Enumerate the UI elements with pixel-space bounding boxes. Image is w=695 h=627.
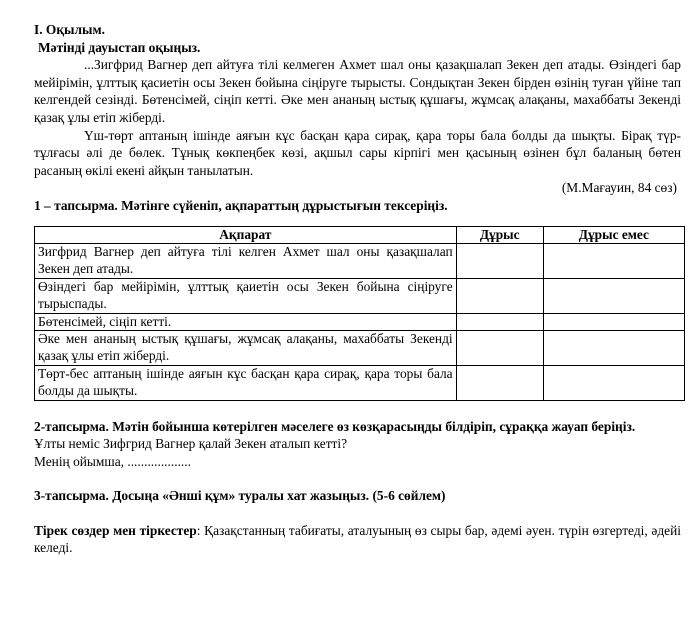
false-answer-cell[interactable] bbox=[543, 365, 684, 400]
header-info: Ақпарат bbox=[35, 226, 457, 244]
statement-cell: Өзіндегі бар мейірімін, ұлттық қаиетін осы Зекен бойына сіңіруге тырыспады. bbox=[35, 278, 457, 313]
true-false-table bbox=[34, 226, 685, 401]
table-row bbox=[35, 331, 685, 366]
true-answer-cell[interactable] bbox=[456, 365, 543, 400]
text-paragraph-2: Үш-төрт аптаның ішінде аяғын кұс басқан қара сирақ, қара торы бала болды да шықты. Бірақ түр-тұлғасы әлі де бөлек. Тұнық көкпеңбек көзі, ақшыл сары кірпігі мен қасының өзінен бұл баланың бөтен расаның өкілі екені айқын танылатын. bbox=[34, 127, 681, 178]
false-answer-cell[interactable] bbox=[543, 313, 684, 331]
table-row bbox=[35, 365, 685, 400]
table-header-row bbox=[35, 226, 685, 244]
true-answer-cell[interactable] bbox=[456, 331, 543, 366]
section-title: I. Оқылым. bbox=[34, 22, 105, 37]
keywords-line bbox=[34, 522, 681, 557]
task2-title: 2-тапсырма. Мәтін бойынша көтерілген мәселеге өз көзқарасыңды білдіріп, сұраққа жауап беріңіз. bbox=[34, 418, 636, 434]
statement-cell: Бөтенсімей, сіңіп кетті. bbox=[35, 313, 457, 331]
task1-title: 1 – тапсырма. Мәтінге сүйеніп, ақпараттың дұрыстығын тексеріңіз. bbox=[34, 197, 448, 213]
statement-cell: Зигфрид Вагнер деп айтуға тілі келген Ахмет шал оны қазақшалап Зекен деп атады. bbox=[35, 244, 457, 279]
task3-title: 3-тапсырма. Досыңа «Әнші құм» туралы хат жазыңыз. (5-6 сөйлем) bbox=[34, 488, 446, 504]
task2-answer-prompt[interactable]: Менің ойымша, ................... bbox=[34, 453, 191, 469]
false-answer-cell[interactable] bbox=[543, 244, 684, 279]
keywords-label: Тірек сөздер мен тіркестер bbox=[34, 522, 197, 538]
false-answer-cell[interactable] bbox=[543, 278, 684, 313]
statement-cell: Төрт-бес аптаның ішінде аяғын кұс басқан қара сирақ, қара торы бала болды да шықты. bbox=[35, 365, 457, 400]
task2-question: Ұлты неміс Зифгрид Вагнер қалай Зекен аталып кетті? bbox=[34, 436, 348, 452]
false-answer-cell[interactable] bbox=[543, 331, 684, 366]
text-source: (М.Мағауин, 84 сөз) bbox=[561, 180, 677, 196]
table-row bbox=[35, 244, 685, 279]
keywords-text: : Қазақстанның табиғаты, аталуының өз сыры бар, әдемі әуен. түрін өзгертеді, әдейі келеді. bbox=[34, 522, 681, 556]
reading-instruction: Мәтінді дауыстап оқыңыз. bbox=[38, 39, 201, 55]
header-true: Дұрыс bbox=[456, 226, 543, 244]
true-answer-cell[interactable] bbox=[456, 278, 543, 313]
text-paragraph-1: ...Зигфрид Вагнер деп айтуға тілі келмеген Ахмет шал оны қазақшалап Зекен деп атады. Өзіндегі бар мейірімін, ұлттық қасиетін осы Зекен бойына сіңіруге тырысты. Сондықтан Зекен бірден өзінің туған үйіне тап келгендей сезінді. Бөтенсімей, сіңіп кетті. Әке мен ананың ыстық құшағы, жұмсақ алақаны, махаббаты Зекенді қазақ ұлы етіп жіберді. bbox=[34, 57, 681, 125]
table-row bbox=[35, 278, 685, 313]
statement-cell: Әке мен ананың ыстық құшағы, жұмсақ алақаны, махаббаты Зекенді қазақ ұлы етіп жіберді. bbox=[35, 331, 457, 366]
true-answer-cell[interactable] bbox=[456, 313, 543, 331]
header-false: Дұрыс емес bbox=[543, 226, 684, 244]
true-answer-cell[interactable] bbox=[456, 244, 543, 279]
table-row bbox=[35, 313, 685, 331]
